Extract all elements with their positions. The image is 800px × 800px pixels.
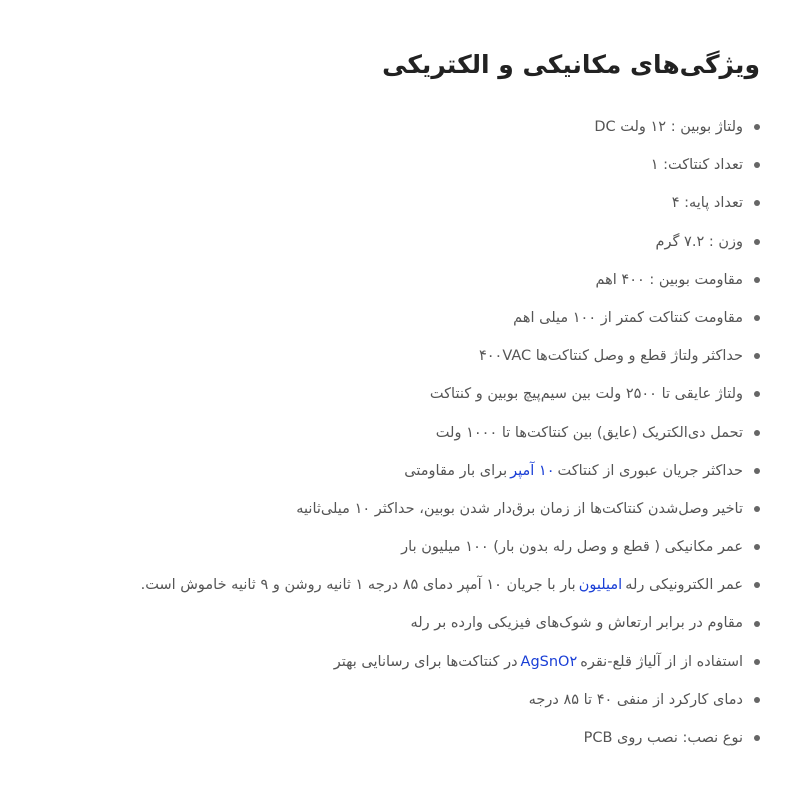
bullet-icon [754,735,760,741]
list-item [20,146,760,184]
list-item [20,299,760,337]
bullet-icon [754,315,760,321]
list-item-text: ولتاژ عایقی تا ۲۵۰۰ ولت بین سیم‌پیچ بوبین و کنتاکت [429,386,743,403]
list-item-text-after: در کنتاکت‌ها برای رسانایی بهتر [333,653,518,670]
list-item-text: مقاومت بوبین : ۴۰۰ اهم [595,271,743,288]
bullet-icon [754,391,760,397]
list-item [20,604,760,642]
list-item-text: وزن : ۷.۲ گرم [655,233,743,250]
bullet-icon [754,239,760,245]
list-item-text: عمر مکانیکی ( قطع و وصل رله بدون بار) ۱۰۰ میلیون بار [401,539,743,556]
bullet-icon [754,544,760,550]
list-item-text: تاخیر وصل‌شدن کنتاکت‌ها از زمان برق‌دار شدن بوبین، حداکثر ۱۰ میلی‌ثانیه [296,500,743,517]
list-item-text: ولتاژ بوبین : ۱۲ ولت DC [594,119,743,135]
list-item [20,643,760,681]
list-item-text-before: عمر الکترونیکی رله [625,577,743,594]
list-item-text: تعداد کنتاکت: ۱ [650,157,743,174]
list-item [20,719,760,757]
bullet-icon [754,200,760,206]
list-item-text: دمای کارکرد از منفی ۴۰ تا ۸۵ درجه [528,691,743,708]
list-item-text: نوع نصب: نصب روی PCB [583,730,743,746]
page-title: ویژگی‌های مکانیکی و الکتریکی [382,50,760,79]
list-item [20,528,760,566]
list-item [20,184,760,222]
list-item [20,337,760,375]
bullet-icon [754,697,760,703]
bullet-icon [754,582,760,588]
list-item [20,108,760,146]
list-item [20,223,760,261]
million-link[interactable]: امیلیون [578,577,623,594]
agsno2-link[interactable]: AgSnO۲ [520,653,578,670]
bullet-icon [754,277,760,283]
bullet-icon [754,659,760,665]
bullet-icon [754,124,760,130]
list-item-text: تحمل دی‌الکتریک (عایق) بین کنتاکت‌ها تا ۱۰۰۰ ولت [435,424,743,441]
list-item [20,490,760,528]
list-item-text-before: استفاده از از آلیاژ قلع-نقره [580,653,743,670]
bullet-icon [754,162,760,168]
spec-list [20,108,760,757]
list-item-text: تعداد پایه: ۴ [671,195,743,212]
list-item-text: مقاوم در برابر ارتعاش و شوک‌های فیزیکی وارده بر رله [410,615,743,632]
list-item [20,566,760,604]
list-item [20,414,760,452]
list-item [20,452,760,490]
bullet-icon [754,353,760,359]
bullet-icon [754,621,760,627]
list-item [20,261,760,299]
bullet-icon [754,468,760,474]
list-item-text-after: برای بار مقاومتی [404,462,508,479]
list-item-text-before: حداکثر جریان عبوری از کنتاکت [557,462,743,479]
list-item-text-after: بار با جریان ۱۰ آمپر دمای ۸۵ درجه ۱ ثانیه روشن و ۹ ثانیه خاموش است. [140,577,576,594]
list-item [20,681,760,719]
list-item [20,375,760,413]
bullet-icon [754,506,760,512]
list-item-text: حداکثر ولتاژ قطع و وصل کنتاکت‌ها ۴۰۰VAC [478,348,743,365]
list-item-text: مقاومت کنتاکت کمتر از ۱۰۰ میلی اهم [513,309,743,326]
bullet-icon [754,430,760,436]
current-rating-link[interactable]: ۱۰ آمپر [510,462,555,479]
